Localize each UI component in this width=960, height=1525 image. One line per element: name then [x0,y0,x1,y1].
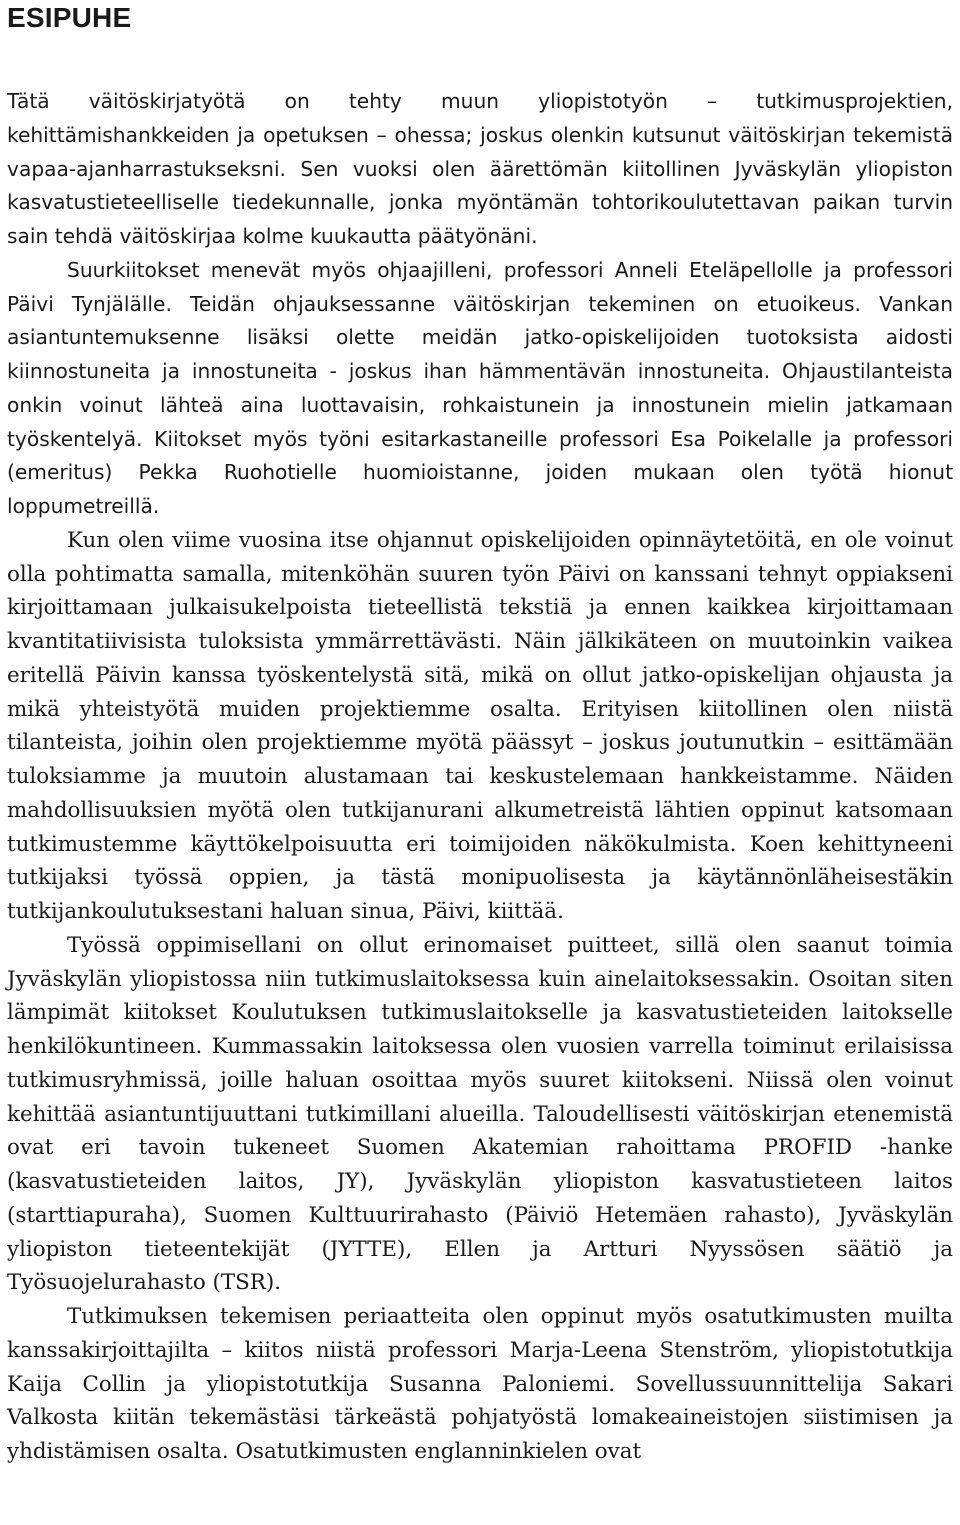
preface-body [7,85,953,1469]
paragraph-2: Suurkiitokset menevät myös ohjaajilleni, professori Anneli Eteläpellolle ja professori Päivi Tynjälälle. Teidän ohjauksessanne väitöskirjan tekeminen on etuoikeus. Vankan asiantuntemuksenne lisäksi olette meidän jatko-opiskelijoiden tuotoksista aidosti kiinnostuneita ja innostuneita - joskus ihan hämmentävän innostuneita. Ohjaustilanteista onkin voinut lähteä aina luottavaisin, rohkaistunein ja innostunein mielin jatkamaan työskentelyä. Kiitokset myös työni esitarkastaneille professori Esa Poikelalle ja professori (emeritus) Pekka Ruohotielle huomioistanne, joiden mukaan olen työtä hionut loppumetreillä. [7,257,953,518]
paragraph-1: Tätä väitöskirjatyötä on tehty muun yliopistotyön – tutkimusprojektien, kehittämishankkeiden ja opetuksen – ohessa; joskus olenkin kutsunut väitöskirjan tekemistä vapaa-ajanharrastukseksni. Sen vuoksi olen äärettömän kiitollinen Jyväskylän yliopiston kasvatustieteelliselle tiedekunnalle, jonka myöntämän tohtorikoulutettavan paikan turvin sain tehdä väitöskirjaa kolme kuukautta päätyönäni. [7,89,953,248]
paragraph-3: Kun olen viime vuosina itse ohjannut opiskelijoiden opinnäytetöitä, en ole voinut olla pohtimatta samalla, mitenköhän suuren työn Päivi on kanssani tehnyt oppiakseni kirjoittamaan julkaisukelpoista tieteellistä tekstiä ja ennen kaikkea kirjoittamaan kvantitatiivisista tuloksista ymmärrettävästi. Näin jälkikäteen on muutoinkin vaikea eritellä Päivin kanssa työskentelystä sitä, mikä on ollut jatko-opiskelijan ohjausta ja mikä yhteistyötä muiden projektiemme osalta. Erityisen kiitollinen olen niistä tilanteista, joihin olen projektiemme myötä päässyt – joskus joutunutkin – esittämään tuloksiamme ja muutoin alustamaan tai keskustelemaan hankkeistamme. Näiden mahdollisuuksien myötä olen tutkijanurani alkumetreistä lähtien oppinut katsomaan tutkimustemme käyttökelpoisuutta eri toimijoiden näkökulmista. Koen kehittyneeni tutkijaksi työssä oppien, ja tästä monipuolisesta ja käytännönläheisestäkin tutkijankoulutuksestani haluan sinua, Päivi, kiittää. [7,527,953,924]
document-page [7,0,953,1469]
page-title: ESIPUHE [7,2,132,33]
paragraph-5: Tutkimuksen tekemisen periaatteita olen oppinut myös osatutkimusten muilta kanssakirjoittajilta – kiitos niistä professori Marja-Leena Stenström, yliopistotutkija Kaija Collin ja yliopistotutkija Susanna Paloniemi. Sovellussuunnittelija Sakari Valkosta kiitän tekemästäsi tärkeästä pohjatyöstä lomakeaineistojen siistimisen ja yhdistämisen osalta. Osatutkimusten englanninkielen ovat [7,1304,953,1464]
paragraph-4: Työssä oppimisellani on ollut erinomaiset puitteet, sillä olen saanut toimia Jyväskylän yliopistossa niin tutkimuslaitoksessa kuin ainelaitoksessakin. Osoitan siten lämpimät kiitokset Koulutuksen tutkimuslaitokselle ja kasvatustieteiden laitokselle henkilökuntineen. Kummassakin laitoksessa olen vuosien varrella toiminut erilaisissa tutkimusryhmissä, joille haluan osoittaa myös suuret kiitokseni. Niissä olen voinut kehittää asiantuntijuuttani tutkimillani alueilla. Taloudellisesti väitöskirjan etenemistä ovat eri tavoin tukeneet Suomen Akatemian rahoittama PROFID -hanke (kasvatustieteiden laitos, JY), Jyväskylän yliopiston kasvatustieteen laitos (starttiapuraha), Suomen Kulttuurirahasto (Päiviö Hetemäen rahasto), Jyväskylän yliopiston tieteentekijät (JYTTE), Ellen ja Artturi Nyyssösen säätiö ja Työsuojelurahasto (TSR). [7,932,953,1296]
